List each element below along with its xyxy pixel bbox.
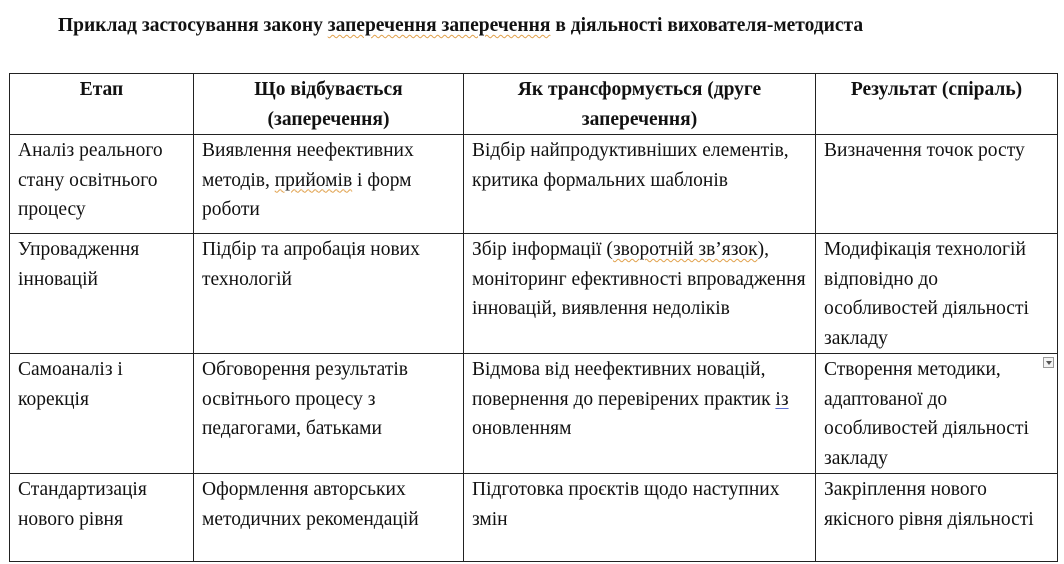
table-row (10, 474, 1058, 562)
cell-result: Визначення точок росту (816, 135, 1058, 234)
cell-how: Відбір найпродуктивніших елементів, критика формальних шаблонів (464, 135, 816, 234)
table-header-row (10, 74, 1058, 135)
cell-what (194, 135, 464, 234)
document-title (58, 12, 1058, 40)
spellcheck-underline[interactable]: прийомів (274, 169, 353, 191)
cell-what: Обговорення результатів освітнього процесу з педагогами, батьками (194, 354, 464, 474)
header-stage: Етап (10, 74, 194, 135)
grammar-underline[interactable]: із (775, 388, 789, 410)
cell-text: і форм роботи (202, 169, 412, 220)
cell-text: Відмова від неефективних новацій, повернення до перевірених практик (472, 359, 776, 410)
title-underlined-term[interactable]: заперечення заперечення (327, 15, 551, 36)
cell-stage: Самоаналіз і корекція (10, 354, 194, 474)
cell-text: Збір інформації ( (472, 239, 613, 260)
title-text-start: Приклад застосування закону (58, 15, 328, 36)
cell-text: оновленням (472, 418, 572, 439)
spellcheck-underline[interactable]: зворотній зв’язок (612, 239, 758, 260)
cell-text: ), моніторинг ефективності впровадження інновацій, виявлення недоліків (472, 239, 806, 319)
cell-stage: Аналіз реального стану освітнього процесу (10, 135, 194, 234)
header-how: Як трансформується (друге заперечення) (464, 74, 816, 135)
table-row (10, 234, 1058, 354)
cell-options-icon[interactable] (1043, 357, 1054, 368)
cell-stage: Стандартизація нового рівня (10, 474, 194, 562)
stages-table (9, 73, 1058, 562)
cell-how (464, 354, 816, 474)
cell-result: Закріплення нового якісного рівня діяльності (816, 474, 1058, 562)
cell-what: Оформлення авторських методичних рекомендацій (194, 474, 464, 562)
cell-result (816, 354, 1058, 474)
cell-stage: Упровадження інновацій (10, 234, 194, 354)
table-row (10, 135, 1058, 234)
header-result: Результат (спіраль) (816, 74, 1058, 135)
table-row (10, 354, 1058, 474)
cell-how: Підготовка проєктів щодо наступних змін (464, 474, 816, 562)
cell-how (464, 234, 816, 354)
cell-text: Створення методики, адаптованої до особливостей діяльності закладу (824, 359, 1029, 469)
header-what: Що відбувається (заперечення) (194, 74, 464, 135)
cell-text: Виявлення неефективних методів, (202, 140, 414, 191)
cell-what: Підбір та апробація нових технологій (194, 234, 464, 354)
title-text-end: в діяльності вихователя-методиста (550, 15, 864, 36)
cell-result: Модифікація технологій відповідно до особливостей діяльності закладу (816, 234, 1058, 354)
